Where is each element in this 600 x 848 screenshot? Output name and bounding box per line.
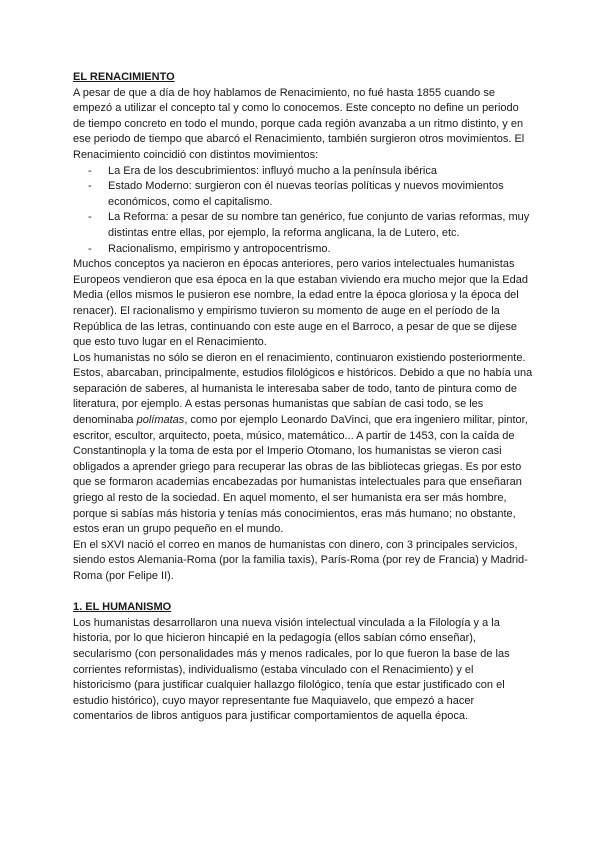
polymaths-term: polímatas bbox=[136, 414, 185, 427]
document-content bbox=[73, 70, 533, 725]
bullet-dash: - bbox=[88, 242, 92, 255]
list-item-text: La Reforma: a pesar de su nombre tan genérico, fue conjunto de varias reformas, muy distintas entre ellas, por ejemplo, la reforma anglicana, la de Lutero, etc. bbox=[108, 211, 530, 239]
bullet-dash: - bbox=[88, 180, 92, 193]
list-item bbox=[73, 242, 533, 258]
humanists-text-start: Los humanistas no sólo se dieron en el renacimiento, continuaron existiendo posteriormente. Estos, abarcaban, principalmente, estudios filológicos e históricos. Debido a que no había una separación de saberes, al humanista le interesaba saber de todo, tanto de pintura como de literatura, por ejemplo. A estas personas humanistas que sabían de casi todo, se les denominaba bbox=[73, 351, 533, 427]
bullet-dash: - bbox=[88, 211, 92, 224]
concepts-paragraph: Muchos conceptos ya nacieron en épocas anteriores, pero varios intelectuales humanistas Europeos vendieron que esa época en la que estaban viviendo era mucho mejor que la Edad Media (ellos mismos le pusieron ese nombre, la edad entre la época gloriosa y la época del renacer). El racionalismo y empirismo tuvieron su momento de auge en el período de la República de las letras, continuando con este auge en el Barroco, a pesar de que se dijese que esto tuvo lugar en el Renacimiento. bbox=[73, 258, 528, 349]
list-item bbox=[73, 179, 533, 210]
list-item bbox=[73, 164, 533, 180]
humanists-text-end: , como por ejemplo Leonardo DaVinci, que era ingeniero militar, pintor, escritor, escultor, arquitecto, poeta, músico, matemático... A partir de 1453, con la caída de Constantinopla y la toma de esta por el Imperio Otomano, los humanistas se vieron casi obligados a aprender griego para recuperar las obras de las bibliotecas griegas. Es por esto que se formaron academias encabezadas por humanistas intelectuales para que enseñaran griego al resto de la sociedad. En aquel momento, el ser humanista era ser más hombre, porque si sabías más historia y tenías más conocimientos, eras más humano; no obstante, estos eran un grupo pequeño en el mundo. bbox=[73, 414, 528, 536]
section-title-renacimiento: EL RENACIMIENTO bbox=[73, 71, 175, 83]
list-item-text: Racionalismo, empirismo y antropocentrismo. bbox=[108, 242, 331, 255]
section-spacer bbox=[73, 585, 533, 601]
humanists-paragraph bbox=[73, 351, 533, 538]
section-title-humanismo: 1. EL HUMANISMO bbox=[73, 601, 172, 614]
movements-list bbox=[73, 164, 533, 258]
humanismo-paragraph: Los humanistas desarrollaron una nueva visión intelectual vinculada a la Filología y a la historia, por lo que hicieron hincapié en la pedagogía (ellos sabían cómo enseñar), secularismo (con personalidades más y menos radicales, por lo que fueron la base de las corrientes reformistas), individualismo (estaba vinculado con el Renacimiento) y el historicismo (para justificar cualquier hallazgo filológico, tenía que estar justificado con el estudio histórico), cuyo mayor representante fue Maquiavelo, que empezó a hacer comentarios de libros antiguos para justificar comportamientos de aquella época. bbox=[73, 616, 510, 723]
bullet-dash: - bbox=[88, 164, 92, 177]
mail-paragraph: En el sXVI nació el correo en manos de humanistas con dinero, con 3 principales servicios, siendo estos Alemania-Roma (por la familia taxis), París-Roma (por rey de Francia) y Madrid-Roma (por Felipe II). bbox=[73, 538, 528, 582]
list-item-text: Estado Moderno: surgieron con él nuevas teorías políticas y nuevos movimientos económicos, como el capitalismo. bbox=[108, 180, 504, 208]
intro-paragraph: A pesar de que a día de hoy hablamos de Renacimiento, no fué hasta 1855 cuando se empezó a utilizar el concepto tal y como lo conocemos. Este concepto no define un periodo de tiempo concreto en todo el mundo, porque cada región avanzaba a un ritmo distinto, y en ese periodo de tiempo que abarcó el Renacimiento, también surgieron otros movimientos. El Renacimiento coincidió con distintos movimientos: bbox=[73, 86, 525, 161]
list-item bbox=[73, 210, 533, 241]
list-item-text: La Era de los descubrimientos: influyó mucho a la península ibérica bbox=[108, 164, 437, 177]
